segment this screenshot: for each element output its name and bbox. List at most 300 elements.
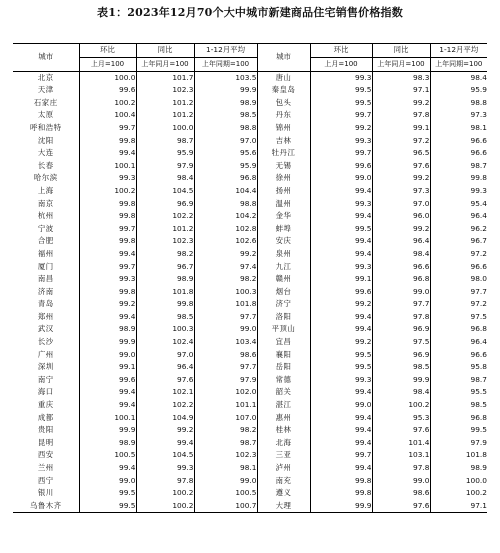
city-name-right: 洛阳 bbox=[257, 311, 310, 324]
mom-value-right: 99.7 bbox=[310, 147, 372, 160]
avg-value-right: 98.7 bbox=[430, 374, 487, 387]
mom-value-left: 99.4 bbox=[79, 399, 136, 412]
yoy-value-left: 97.8 bbox=[136, 475, 194, 488]
city-name-left: 长沙 bbox=[37, 337, 54, 347]
price-index-table bbox=[13, 43, 487, 513]
mom-value-right: 99.4 bbox=[310, 386, 372, 399]
yoy-value-left: 101.2 bbox=[136, 223, 194, 236]
mom-value-right: 99.5 bbox=[310, 84, 372, 97]
mom-value-left: 99.6 bbox=[79, 84, 136, 97]
avg-value-right: 97.9 bbox=[430, 437, 487, 450]
yoy-value-left: 102.1 bbox=[136, 386, 194, 399]
table-row bbox=[13, 71, 487, 84]
avg-value-right: 96.6 bbox=[430, 147, 487, 160]
mom-value-right: 99.5 bbox=[310, 349, 372, 362]
city-name-right: 南充 bbox=[257, 475, 310, 488]
avg-value-left: 97.9 bbox=[194, 374, 257, 387]
mom-value-left: 99.2 bbox=[79, 298, 136, 311]
yoy-value-left: 98.7 bbox=[136, 135, 194, 148]
table-row bbox=[13, 198, 487, 211]
table-row bbox=[13, 84, 487, 97]
avg-value-right: 96.8 bbox=[430, 412, 487, 425]
mom-value-right: 99.6 bbox=[310, 160, 372, 173]
yoy-value-right: 97.6 bbox=[372, 160, 430, 173]
city-name-left: 大连 bbox=[37, 148, 54, 158]
yoy-value-left: 101.7 bbox=[136, 71, 194, 84]
yoy-value-right: 100.2 bbox=[372, 399, 430, 412]
table-row bbox=[13, 135, 487, 148]
avg-value-right: 99.8 bbox=[430, 172, 487, 185]
mom-value-right: 99.4 bbox=[310, 235, 372, 248]
yoy-value-left: 99.2 bbox=[136, 424, 194, 437]
city-name-right: 岳阳 bbox=[257, 361, 310, 374]
city-name-right: 大理 bbox=[257, 500, 310, 513]
table-row bbox=[13, 462, 487, 475]
yoy-value-right: 96.9 bbox=[372, 323, 430, 336]
yoy-value-right: 97.6 bbox=[372, 424, 430, 437]
city-name-right: 北海 bbox=[257, 437, 310, 450]
mom-value-left: 99.3 bbox=[79, 273, 136, 286]
mom-value-left: 99.8 bbox=[79, 286, 136, 299]
mom-value-right: 99.2 bbox=[310, 336, 372, 349]
city-name-left: 太原 bbox=[37, 110, 54, 120]
yoy-value-right: 97.5 bbox=[372, 336, 430, 349]
mom-value-right: 99.3 bbox=[310, 374, 372, 387]
yoy-value-right: 99.2 bbox=[372, 223, 430, 236]
mom-value-left: 99.9 bbox=[79, 424, 136, 437]
avg-value-left: 102.8 bbox=[194, 223, 257, 236]
yoy-value-left: 97.9 bbox=[136, 160, 194, 173]
mom-value-right: 99.0 bbox=[310, 172, 372, 185]
city-name-right: 无锡 bbox=[257, 160, 310, 173]
avg-value-left: 97.4 bbox=[194, 261, 257, 274]
city-name-left: 武汉 bbox=[37, 324, 54, 334]
avg-value-left: 104.2 bbox=[194, 210, 257, 223]
yoy-value-right: 96.5 bbox=[372, 147, 430, 160]
yoy-value-right: 97.8 bbox=[372, 109, 430, 122]
header-yoy-right: 同比 bbox=[372, 44, 430, 58]
yoy-value-left: 101.8 bbox=[136, 286, 194, 299]
mom-value-left: 99.0 bbox=[79, 349, 136, 362]
mom-value-right: 99.4 bbox=[310, 311, 372, 324]
city-name-right: 桂林 bbox=[257, 424, 310, 437]
yoy-value-left: 95.9 bbox=[136, 147, 194, 160]
city-name-right: 丹东 bbox=[257, 109, 310, 122]
avg-value-right: 100.0 bbox=[430, 475, 487, 488]
city-name-right: 泉州 bbox=[257, 248, 310, 261]
yoy-value-left: 99.4 bbox=[136, 437, 194, 450]
avg-value-left: 96.8 bbox=[194, 172, 257, 185]
mom-value-left: 99.8 bbox=[79, 135, 136, 148]
mom-value-left: 99.8 bbox=[79, 210, 136, 223]
city-name-left: 北京 bbox=[37, 72, 54, 82]
yoy-value-left: 99.3 bbox=[136, 462, 194, 475]
yoy-value-right: 97.8 bbox=[372, 311, 430, 324]
mom-value-left: 99.4 bbox=[79, 147, 136, 160]
avg-value-left: 98.2 bbox=[194, 273, 257, 286]
table-row bbox=[13, 323, 487, 336]
avg-value-left: 103.4 bbox=[194, 336, 257, 349]
table-row bbox=[13, 122, 487, 135]
yoy-value-right: 97.6 bbox=[372, 500, 430, 513]
avg-value-left: 98.7 bbox=[194, 437, 257, 450]
avg-value-right: 97.3 bbox=[430, 109, 487, 122]
city-name-left: 广州 bbox=[37, 349, 54, 359]
mom-value-left: 99.7 bbox=[79, 122, 136, 135]
city-name-left: 乌鲁木齐 bbox=[29, 500, 62, 510]
yoy-value-right: 97.0 bbox=[372, 198, 430, 211]
yoy-value-left: 104.5 bbox=[136, 185, 194, 198]
mom-value-left: 98.9 bbox=[79, 323, 136, 336]
mom-value-right: 99.6 bbox=[310, 286, 372, 299]
mom-value-left: 99.4 bbox=[79, 462, 136, 475]
mom-value-left: 99.4 bbox=[79, 248, 136, 261]
yoy-value-right: 97.2 bbox=[372, 135, 430, 148]
city-name-right: 包头 bbox=[257, 97, 310, 110]
yoy-value-right: 99.9 bbox=[372, 374, 430, 387]
mom-value-right: 99.3 bbox=[310, 261, 372, 274]
avg-value-left: 99.2 bbox=[194, 248, 257, 261]
city-name-left: 南京 bbox=[37, 198, 54, 208]
city-name-left: 青岛 bbox=[37, 299, 54, 309]
yoy-value-left: 96.9 bbox=[136, 198, 194, 211]
avg-value-left: 98.8 bbox=[194, 122, 257, 135]
yoy-value-left: 101.2 bbox=[136, 97, 194, 110]
table-row bbox=[13, 185, 487, 198]
city-name-left: 银川 bbox=[37, 488, 54, 498]
mom-value-right: 99.0 bbox=[310, 399, 372, 412]
avg-value-right: 95.8 bbox=[430, 361, 487, 374]
table-row bbox=[13, 424, 487, 437]
mom-value-right: 99.8 bbox=[310, 487, 372, 500]
table-body bbox=[13, 71, 487, 513]
avg-value-right: 96.6 bbox=[430, 261, 487, 274]
table-row bbox=[13, 147, 487, 160]
header-mom-left: 环比 bbox=[79, 44, 136, 58]
avg-value-left: 100.5 bbox=[194, 487, 257, 500]
city-name-right: 扬州 bbox=[257, 185, 310, 198]
mom-value-left: 100.4 bbox=[79, 109, 136, 122]
header-mom-base-left: 上月=100 bbox=[79, 58, 136, 72]
mom-value-left: 98.9 bbox=[79, 437, 136, 450]
mom-value-left: 99.7 bbox=[79, 223, 136, 236]
avg-value-left: 102.6 bbox=[194, 235, 257, 248]
avg-value-left: 102.3 bbox=[194, 449, 257, 462]
header-avg-right: 1-12月平均 bbox=[430, 44, 487, 58]
avg-value-right: 97.2 bbox=[430, 248, 487, 261]
header-yoy-left: 同比 bbox=[136, 44, 194, 58]
yoy-value-left: 100.2 bbox=[136, 500, 194, 513]
city-name-left: 南宁 bbox=[37, 374, 54, 384]
table-row bbox=[13, 449, 487, 462]
yoy-value-right: 95.3 bbox=[372, 412, 430, 425]
mom-value-right: 99.7 bbox=[310, 109, 372, 122]
avg-value-left: 99.0 bbox=[194, 475, 257, 488]
yoy-value-right: 101.4 bbox=[372, 437, 430, 450]
city-name-right: 蚌埠 bbox=[257, 223, 310, 236]
city-name-right: 唐山 bbox=[257, 71, 310, 84]
avg-value-right: 97.1 bbox=[430, 500, 487, 513]
city-name-left: 长春 bbox=[37, 160, 54, 170]
city-name-left: 昆明 bbox=[37, 437, 54, 447]
mom-value-right: 99.2 bbox=[310, 122, 372, 135]
avg-value-left: 99.9 bbox=[194, 84, 257, 97]
avg-value-right: 96.4 bbox=[430, 210, 487, 223]
city-name-left: 贵阳 bbox=[37, 425, 54, 435]
avg-value-right: 97.7 bbox=[430, 286, 487, 299]
mom-value-left: 99.4 bbox=[79, 386, 136, 399]
yoy-value-right: 98.5 bbox=[372, 361, 430, 374]
avg-value-right: 98.8 bbox=[430, 97, 487, 110]
header-avg-base-right: 上年同期=100 bbox=[430, 58, 487, 72]
city-name-left: 呼和浩特 bbox=[29, 122, 62, 132]
city-name-left: 天津 bbox=[37, 85, 54, 95]
yoy-value-left: 96.4 bbox=[136, 361, 194, 374]
table-row bbox=[13, 500, 487, 513]
avg-value-left: 97.7 bbox=[194, 311, 257, 324]
city-name-right: 平顶山 bbox=[257, 323, 310, 336]
avg-value-right: 98.1 bbox=[430, 122, 487, 135]
header-avg-left: 1-12月平均 bbox=[194, 44, 257, 58]
header-yoy-base-right: 上年同月=100 bbox=[372, 58, 430, 72]
avg-value-right: 98.9 bbox=[430, 462, 487, 475]
mom-value-right: 99.4 bbox=[310, 412, 372, 425]
city-name-right: 温州 bbox=[257, 198, 310, 211]
city-name-right: 秦皇岛 bbox=[257, 84, 310, 97]
yoy-value-left: 98.4 bbox=[136, 172, 194, 185]
avg-value-right: 97.5 bbox=[430, 311, 487, 324]
mom-value-left: 99.8 bbox=[79, 198, 136, 211]
table-row bbox=[13, 235, 487, 248]
mom-value-right: 99.3 bbox=[310, 71, 372, 84]
yoy-value-right: 96.8 bbox=[372, 273, 430, 286]
table-row bbox=[13, 399, 487, 412]
city-name-right: 锦州 bbox=[257, 122, 310, 135]
avg-value-left: 95.6 bbox=[194, 147, 257, 160]
avg-value-left: 102.0 bbox=[194, 386, 257, 399]
city-name-right: 徐州 bbox=[257, 172, 310, 185]
avg-value-left: 98.6 bbox=[194, 349, 257, 362]
city-name-right: 襄阳 bbox=[257, 349, 310, 362]
yoy-value-left: 102.3 bbox=[136, 235, 194, 248]
mom-value-right: 99.5 bbox=[310, 223, 372, 236]
mom-value-right: 99.9 bbox=[310, 500, 372, 513]
avg-value-right: 99.3 bbox=[430, 185, 487, 198]
header-avg-base-left: 上年同期=100 bbox=[194, 58, 257, 72]
mom-value-left: 99.9 bbox=[79, 336, 136, 349]
avg-value-right: 95.9 bbox=[430, 84, 487, 97]
mom-value-right: 99.4 bbox=[310, 210, 372, 223]
mom-value-left: 99.4 bbox=[79, 311, 136, 324]
avg-value-right: 101.8 bbox=[430, 449, 487, 462]
city-name-right: 泸州 bbox=[257, 462, 310, 475]
header-mom-base-right: 上月=100 bbox=[310, 58, 372, 72]
mom-value-left: 100.2 bbox=[79, 185, 136, 198]
mom-value-right: 99.4 bbox=[310, 248, 372, 261]
mom-value-left: 99.5 bbox=[79, 487, 136, 500]
mom-value-left: 99.8 bbox=[79, 235, 136, 248]
yoy-value-right: 97.1 bbox=[372, 84, 430, 97]
city-name-left: 南昌 bbox=[37, 274, 54, 284]
yoy-value-left: 100.2 bbox=[136, 487, 194, 500]
city-name-left: 重庆 bbox=[37, 400, 54, 410]
table-row bbox=[13, 374, 487, 387]
yoy-value-left: 104.9 bbox=[136, 412, 194, 425]
city-name-left: 福州 bbox=[37, 248, 54, 258]
yoy-value-left: 102.2 bbox=[136, 210, 194, 223]
yoy-value-right: 96.6 bbox=[372, 261, 430, 274]
avg-value-left: 97.0 bbox=[194, 135, 257, 148]
avg-value-left: 107.0 bbox=[194, 412, 257, 425]
yoy-value-right: 97.3 bbox=[372, 185, 430, 198]
table-row bbox=[13, 437, 487, 450]
avg-value-right: 96.4 bbox=[430, 336, 487, 349]
avg-value-left: 97.7 bbox=[194, 361, 257, 374]
avg-value-left: 99.0 bbox=[194, 323, 257, 336]
mom-value-right: 99.4 bbox=[310, 462, 372, 475]
city-name-left: 西安 bbox=[37, 450, 54, 460]
mom-value-left: 100.0 bbox=[79, 71, 136, 84]
table-row bbox=[13, 361, 487, 374]
yoy-value-left: 96.7 bbox=[136, 261, 194, 274]
avg-value-right: 96.6 bbox=[430, 135, 487, 148]
yoy-value-right: 103.1 bbox=[372, 449, 430, 462]
city-name-left: 厦门 bbox=[37, 261, 54, 271]
mom-value-right: 99.4 bbox=[310, 185, 372, 198]
city-name-right: 赣州 bbox=[257, 273, 310, 286]
table-row bbox=[13, 286, 487, 299]
table-row bbox=[13, 109, 487, 122]
mom-value-left: 99.1 bbox=[79, 361, 136, 374]
avg-value-left: 100.7 bbox=[194, 500, 257, 513]
yoy-value-right: 99.2 bbox=[372, 172, 430, 185]
header-city-right: 城市 bbox=[257, 44, 310, 72]
mom-value-left: 99.6 bbox=[79, 374, 136, 387]
yoy-value-right: 98.4 bbox=[372, 248, 430, 261]
yoy-value-right: 99.1 bbox=[372, 122, 430, 135]
yoy-value-right: 98.6 bbox=[372, 487, 430, 500]
avg-value-left: 98.9 bbox=[194, 97, 257, 110]
avg-value-left: 101.1 bbox=[194, 399, 257, 412]
avg-value-left: 101.8 bbox=[194, 298, 257, 311]
mom-value-left: 100.2 bbox=[79, 97, 136, 110]
avg-value-left: 98.2 bbox=[194, 424, 257, 437]
city-name-left: 石家庄 bbox=[33, 97, 58, 107]
city-name-left: 杭州 bbox=[37, 211, 54, 221]
yoy-value-right: 99.0 bbox=[372, 475, 430, 488]
avg-value-right: 98.7 bbox=[430, 160, 487, 173]
yoy-value-right: 96.9 bbox=[372, 349, 430, 362]
city-name-left: 上海 bbox=[37, 185, 54, 195]
avg-value-right: 96.7 bbox=[430, 235, 487, 248]
yoy-value-right: 96.4 bbox=[372, 235, 430, 248]
table-row bbox=[13, 97, 487, 110]
table-row bbox=[13, 210, 487, 223]
avg-value-right: 99.5 bbox=[430, 424, 487, 437]
table-title: 表1：2023年12月70个大中城市新建商品住宅销售价格指数 bbox=[97, 6, 403, 19]
yoy-value-left: 99.8 bbox=[136, 298, 194, 311]
city-name-right: 惠州 bbox=[257, 412, 310, 425]
yoy-value-left: 97.0 bbox=[136, 349, 194, 362]
city-name-right: 烟台 bbox=[257, 286, 310, 299]
mom-value-right: 99.5 bbox=[310, 361, 372, 374]
header-city-left: 城市 bbox=[13, 44, 79, 72]
city-name-right: 济宁 bbox=[257, 298, 310, 311]
yoy-value-left: 98.9 bbox=[136, 273, 194, 286]
city-name-left: 成都 bbox=[37, 412, 54, 422]
yoy-value-right: 99.2 bbox=[372, 97, 430, 110]
table-row bbox=[13, 386, 487, 399]
avg-value-right: 95.5 bbox=[430, 386, 487, 399]
mom-value-right: 99.4 bbox=[310, 424, 372, 437]
table-row bbox=[13, 261, 487, 274]
yoy-value-right: 98.3 bbox=[372, 71, 430, 84]
city-name-right: 九江 bbox=[257, 261, 310, 274]
yoy-value-left: 100.0 bbox=[136, 122, 194, 135]
mom-value-left: 99.0 bbox=[79, 475, 136, 488]
city-name-left: 兰州 bbox=[37, 463, 54, 472]
header-yoy-base-left: 上年同月=100 bbox=[136, 58, 194, 72]
avg-value-right: 95.4 bbox=[430, 198, 487, 211]
mom-value-left: 99.5 bbox=[79, 500, 136, 513]
city-name-left: 郑州 bbox=[37, 311, 54, 321]
mom-value-right: 99.7 bbox=[310, 449, 372, 462]
yoy-value-left: 100.3 bbox=[136, 323, 194, 336]
avg-value-left: 104.4 bbox=[194, 185, 257, 198]
table-row bbox=[13, 311, 487, 324]
header-row-1 bbox=[13, 44, 487, 58]
mom-value-left: 100.1 bbox=[79, 412, 136, 425]
city-name-right: 韶关 bbox=[257, 386, 310, 399]
table-row bbox=[13, 336, 487, 349]
mom-value-right: 99.4 bbox=[310, 437, 372, 450]
mom-value-right: 99.2 bbox=[310, 298, 372, 311]
table-row bbox=[13, 412, 487, 425]
city-name-right: 牡丹江 bbox=[257, 147, 310, 160]
avg-value-right: 97.2 bbox=[430, 298, 487, 311]
table-row bbox=[13, 349, 487, 362]
avg-value-right: 96.6 bbox=[430, 349, 487, 362]
avg-value-right: 98.0 bbox=[430, 273, 487, 286]
table-row bbox=[13, 223, 487, 236]
avg-value-right: 98.5 bbox=[430, 399, 487, 412]
city-name-right: 金华 bbox=[257, 210, 310, 223]
mom-value-left: 99.3 bbox=[79, 172, 136, 185]
city-name-left: 济南 bbox=[37, 286, 54, 296]
table-row bbox=[13, 298, 487, 311]
yoy-value-left: 104.5 bbox=[136, 449, 194, 462]
mom-value-right: 99.1 bbox=[310, 273, 372, 286]
avg-value-left: 98.8 bbox=[194, 198, 257, 211]
mom-value-left: 100.1 bbox=[79, 160, 136, 173]
mom-value-right: 99.3 bbox=[310, 135, 372, 148]
city-name-right: 安庆 bbox=[257, 235, 310, 248]
yoy-value-left: 101.2 bbox=[136, 109, 194, 122]
city-name-left: 西宁 bbox=[37, 475, 54, 485]
yoy-value-right: 97.8 bbox=[372, 462, 430, 475]
city-name-right: 吉林 bbox=[257, 135, 310, 148]
avg-value-right: 100.2 bbox=[430, 487, 487, 500]
yoy-value-right: 99.0 bbox=[372, 286, 430, 299]
yoy-value-right: 96.0 bbox=[372, 210, 430, 223]
mom-value-right: 99.5 bbox=[310, 97, 372, 110]
mom-value-right: 99.3 bbox=[310, 198, 372, 211]
yoy-value-left: 98.2 bbox=[136, 248, 194, 261]
header-row-2 bbox=[13, 58, 487, 72]
city-name-right: 遵义 bbox=[257, 487, 310, 500]
avg-value-right: 96.2 bbox=[430, 223, 487, 236]
table-row bbox=[13, 160, 487, 173]
